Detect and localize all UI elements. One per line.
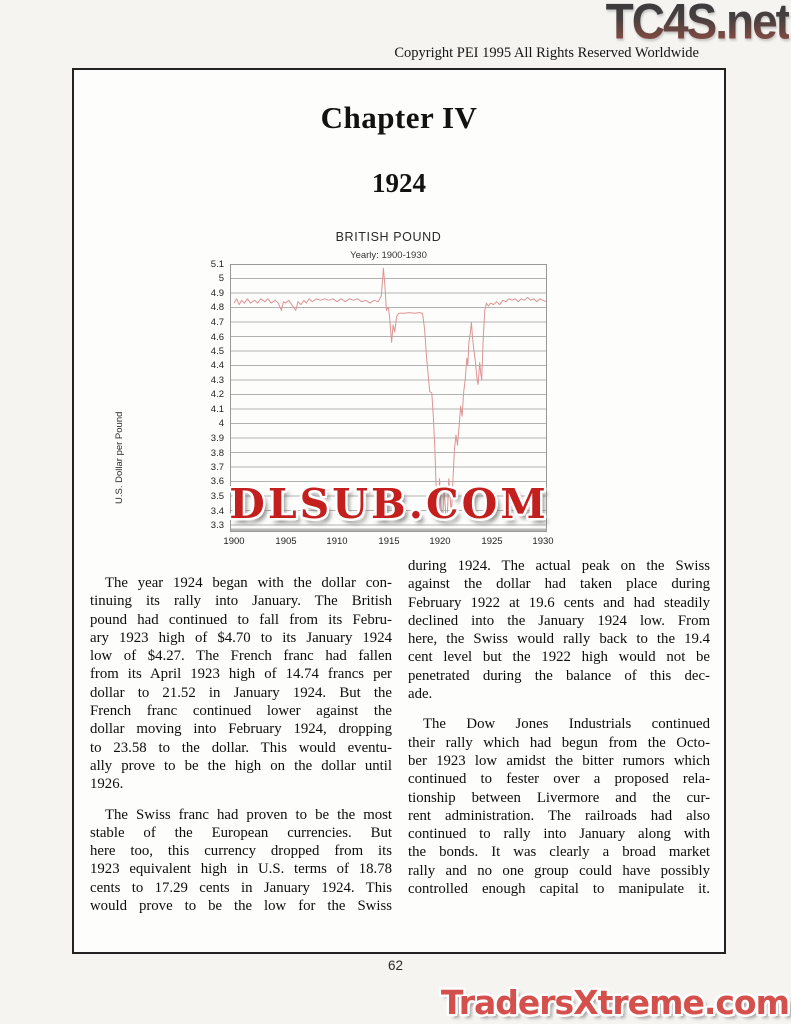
text-line: ade. xyxy=(408,686,433,703)
y-tick-label: 5 xyxy=(218,273,224,284)
text-line: to 23.58 to the dollar. This would eventu- xyxy=(90,739,392,756)
text-line: The Dow Jones Industrials continued xyxy=(423,716,710,733)
y-axis-label: U.S. Dollar per Pound xyxy=(114,411,125,504)
text-line: 1923 equivalent high in U.S. terms of 18.78 xyxy=(90,861,392,878)
x-tick-label: 1910 xyxy=(326,536,348,547)
text-line: controlled enough capital to manipulate it. xyxy=(408,881,710,898)
text-line: during 1924. The actual peak on the Swiss xyxy=(408,558,710,574)
text-line: French franc continued lower against the xyxy=(90,703,392,720)
y-tick-label: 3.7 xyxy=(210,462,224,473)
text-line: declined into the January 1924 low. From xyxy=(408,612,710,629)
text-line: dollar to 21.52 in January 1924. But the xyxy=(90,684,392,701)
text-line: would prove to be the low for the Swiss xyxy=(90,898,392,915)
y-tick-label: 3.9 xyxy=(210,433,224,444)
text-line: stable of the European currencies. But xyxy=(90,824,392,841)
copyright-notice: Copyright PEI 1995 All Rights Reserved Worldwide xyxy=(394,45,699,61)
y-tick-label: 4.8 xyxy=(210,302,224,313)
y-tick-label: 4.3 xyxy=(210,375,224,386)
text-line: tionship between Livermore and the cur- xyxy=(408,789,710,806)
page-number: 62 xyxy=(387,958,404,973)
text-line: penetrated during the balance of this dec- xyxy=(408,667,710,684)
y-tick-label: 4.7 xyxy=(210,317,224,328)
text-line: from its April 1923 high of 14.74 francs per xyxy=(90,666,392,683)
x-tick-label: 1905 xyxy=(275,536,297,547)
y-tick-label: 5.1 xyxy=(210,259,224,270)
x-tick-label: 1930 xyxy=(532,536,554,547)
x-tick-label: 1925 xyxy=(481,536,503,547)
y-tick-label: 4.9 xyxy=(210,288,224,299)
left-column xyxy=(90,557,392,927)
text-line: here, the Swiss would rally back to the 19.4 xyxy=(408,631,710,648)
text-line: cents to 17.29 cents in January 1924. This xyxy=(90,879,392,896)
text-line: rent administration. The railroads had also xyxy=(408,807,710,824)
x-tick-label: 1915 xyxy=(378,536,400,547)
text-line: low of $4.27. The French franc had fallen xyxy=(90,648,392,665)
paragraph xyxy=(408,557,710,703)
text-line: continued to fester over a proposed rela- xyxy=(408,771,710,788)
y-tick-label: 4.5 xyxy=(210,346,224,357)
text-line: their rally which had begun from the Octo- xyxy=(408,734,710,751)
y-tick-label: 3.3 xyxy=(210,520,224,531)
text-line: February 1922 at 19.6 cents and had steadily xyxy=(408,594,710,611)
text-line: here too, this currency dropped from its xyxy=(90,843,392,860)
y-tick-label: 3.6 xyxy=(210,476,224,487)
text-line: The Swiss franc had proven to be the most xyxy=(105,806,392,823)
dlsub-watermark: DLSUB.COM xyxy=(229,480,549,528)
y-tick-label: 3.5 xyxy=(210,491,224,502)
x-tick-label: 1920 xyxy=(429,536,451,547)
text-line: 1926. xyxy=(90,776,124,793)
text-line: dollar moving into February 1924, dropping xyxy=(90,721,392,738)
y-tick-label: 4.4 xyxy=(210,360,224,371)
y-tick-label: 4.1 xyxy=(210,404,224,415)
y-tick-label: 4.2 xyxy=(210,389,224,400)
text-line: pound had continued to fall from its Febru- xyxy=(90,611,392,628)
text-line: ber 1923 low amidst the bitter rumors which xyxy=(408,752,710,769)
chart-subtitle: Yearly: 1900-1930 xyxy=(350,250,427,261)
paragraph xyxy=(90,574,392,794)
text-line: ary 1923 high of $4.70 to its January 1924 xyxy=(90,629,392,646)
y-tick-label: 3.8 xyxy=(210,448,224,459)
paragraph xyxy=(408,715,710,898)
right-column xyxy=(408,557,710,927)
y-tick-label: 3.4 xyxy=(210,506,224,517)
text-line: the bonds. It was clearly a broad market xyxy=(408,844,710,861)
y-tick-label: 4.6 xyxy=(210,332,224,343)
paragraph xyxy=(90,806,392,916)
x-tick-label: 1900 xyxy=(223,536,245,547)
text-line: ally prove to be the high on the dollar until xyxy=(90,757,392,774)
text-line: The year 1924 began with the dollar con- xyxy=(105,575,392,591)
chart-title: BRITISH POUND xyxy=(335,230,442,244)
year-title: 1924 xyxy=(372,168,426,198)
text-line: cent level but the 1922 high would not be xyxy=(408,649,710,666)
y-tick-label: 4 xyxy=(218,418,224,429)
text-line: tinuing its rally into January. The British xyxy=(90,593,392,610)
page-frame xyxy=(72,68,726,954)
text-line: rally and no one group could have possibly xyxy=(408,862,710,879)
tc4s-site-logo: TC4S.net xyxy=(606,0,789,50)
text-line: against the dollar had taken place during xyxy=(408,576,710,593)
chapter-title: Chapter IV xyxy=(320,100,478,135)
text-line: continued to rally into January along with xyxy=(408,826,710,843)
tradersxtreme-logo: TradersXtreme.com xyxy=(440,983,789,1022)
body-text xyxy=(90,557,710,927)
